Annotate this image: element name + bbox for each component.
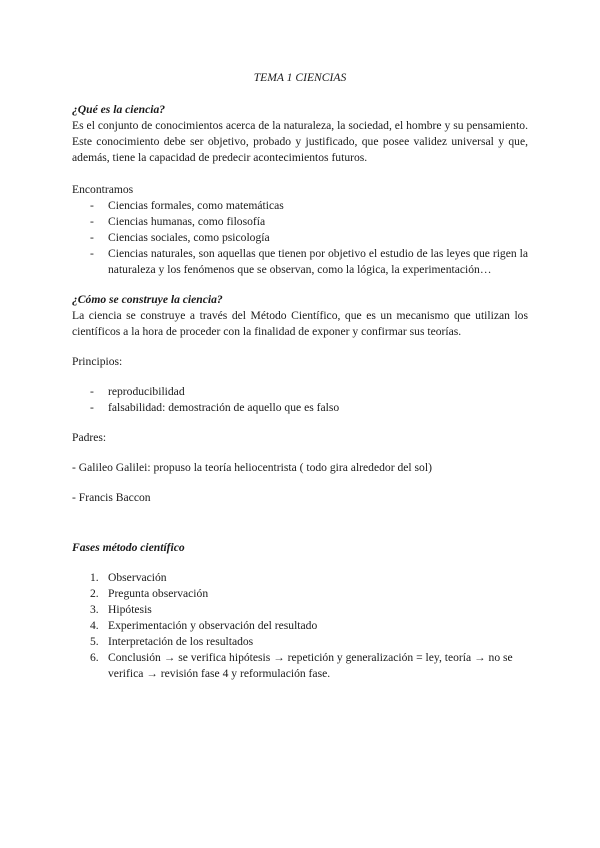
section-heading-que-es-ciencia: ¿Qué es la ciencia?	[72, 103, 166, 116]
list-item	[72, 650, 528, 682]
principios-list	[72, 384, 528, 416]
list-item	[72, 634, 528, 650]
list-item: - Ciencias sociales, como psicología	[90, 231, 270, 244]
section-heading-fases: Fases método científico	[72, 541, 185, 554]
principios-label: Principios:	[72, 355, 123, 368]
list-item-text: Experimentación y observación del resultado	[108, 619, 318, 632]
list-item-number: 4.	[90, 619, 99, 632]
list-item-text: Ciencias humanas, como filosofía	[108, 215, 266, 228]
fases-list	[72, 570, 528, 682]
list-item-text: falsabilidad: demostración de aquello que es falso	[108, 401, 340, 414]
padres-label: Padres:	[72, 431, 107, 444]
list-item-text: Pregunta observación	[108, 587, 209, 600]
paragraph-metodo: La ciencia se construye a través del Método Científico, que es un mecanismo que utilizan los científicos a la hora de proceder con la finalidad de exponer y confirmar sus teorías.	[72, 309, 528, 338]
list-item: - reproducibilidad	[90, 385, 185, 398]
list-item: - Ciencias formales, como matemáticas	[90, 199, 284, 212]
list-item-number: 3.	[90, 603, 99, 616]
list-item	[72, 618, 528, 634]
padres-line-galileo: - Galileo Galilei: propuso la teoría heliocentrista ( todo gira alrededor del sol)	[72, 461, 432, 474]
list-item-number: 6.	[90, 651, 99, 664]
list-item-text: Hipótesis	[108, 603, 152, 616]
section-heading-como-se-construye: ¿Cómo se construye la ciencia?	[72, 293, 223, 306]
paragraph-definicion: Es el conjunto de conocimientos acerca de la naturaleza, la sociedad, el hombre y su pensamiento. Este conocimiento debe ser objetivo, probado y justificado, que posee validez universal y que, además, tiene la capacidad de predecir acontecimientos futuros.	[72, 119, 528, 164]
list-item-text: Ciencias naturales, son aquellas que tienen por objetivo el estudio de las leyes que rigen la naturaleza y los fenómenos que se observan, como la lógica, la experimentación…	[108, 247, 528, 276]
list-item-text: Observación	[108, 571, 167, 584]
page-title: TEMA 1 CIENCIAS	[253, 71, 347, 84]
list-item-text: Ciencias sociales, como psicología	[108, 231, 270, 244]
list-item: - Ciencias naturales, son aquellas que tienen por objetivo el estudio de las leyes que rigen la naturaleza y los fenómenos que se observan, como la lógica, la experimentación…	[90, 247, 528, 276]
list-item-number: 2.	[90, 587, 99, 600]
list-item-number: 1.	[90, 571, 99, 584]
padres-line-baccon: - Francis Baccon	[72, 491, 151, 504]
list-item-number: 5.	[90, 635, 99, 648]
list-item-text: reproducibilidad	[108, 385, 185, 398]
list-item	[72, 586, 528, 602]
list-item: - Ciencias humanas, como filosofía	[90, 215, 266, 228]
document-page	[72, 70, 528, 682]
list-item	[72, 602, 528, 618]
encontramos-list	[72, 198, 528, 278]
list-item-text: Interpretación de los resultados	[108, 635, 254, 648]
list-item	[72, 570, 528, 586]
list-item-text: Ciencias formales, como matemáticas	[108, 199, 284, 212]
encontramos-label: Encontramos	[72, 183, 134, 196]
list-item: - falsabilidad: demostración de aquello que es falso	[90, 401, 340, 414]
list-item-text: Conclusión → se verifica hipótesis → repetición y generalización = ley, teoría → no se verifica → revisión fase 4 y reformulación fase.	[108, 651, 513, 680]
